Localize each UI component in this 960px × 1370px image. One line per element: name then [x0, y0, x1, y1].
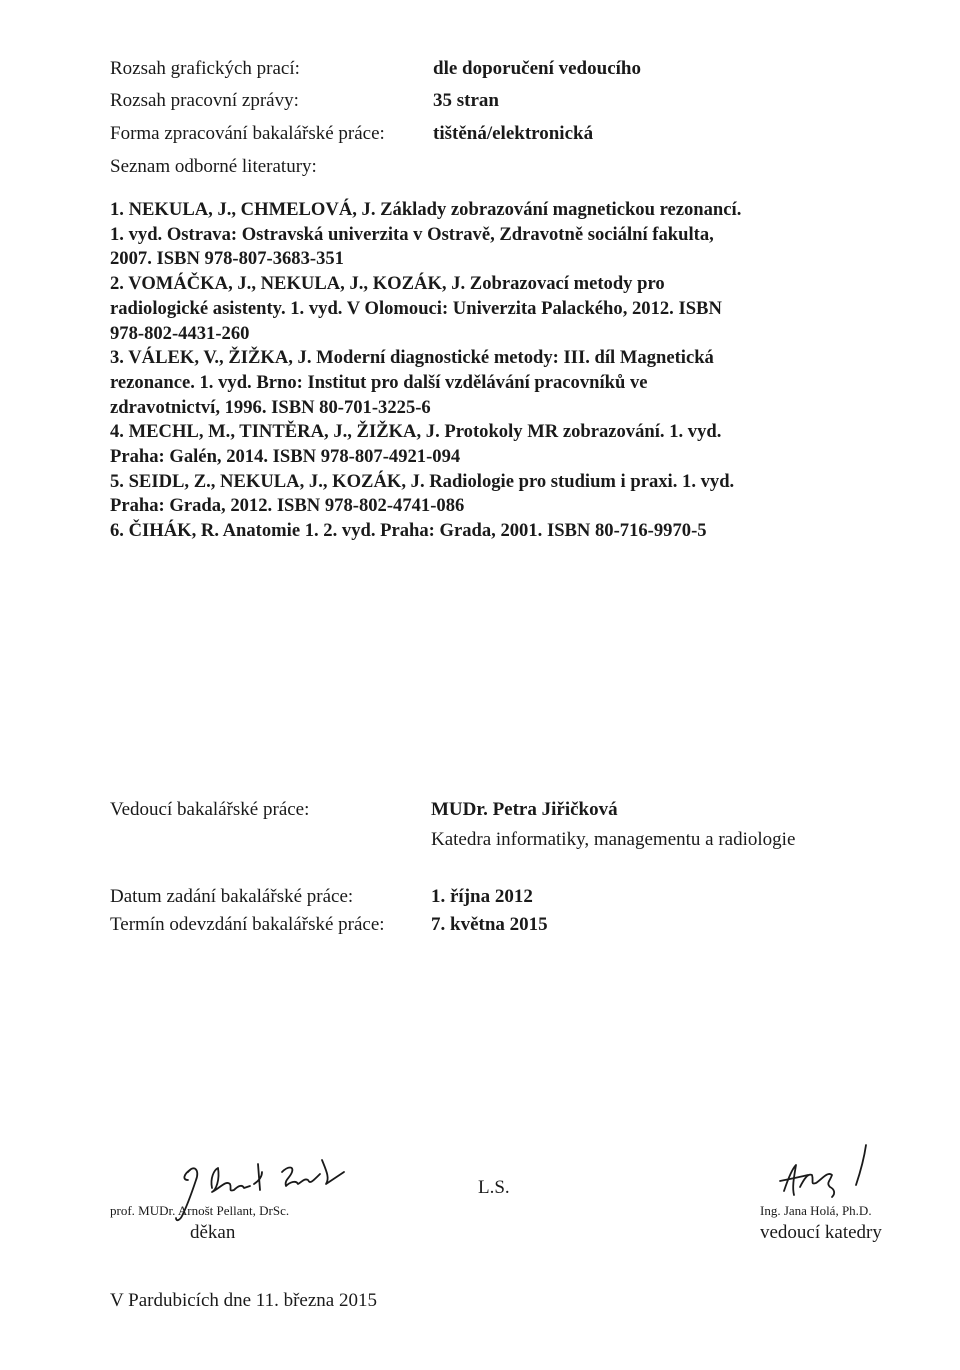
reference-line: 6. ČIHÁK, R. Anatomie 1. 2. vyd. Praha: Grada, 2001. ISBN 80-716-9970-5: [110, 520, 707, 542]
reference-list: [110, 198, 910, 544]
reference-line: 5. SEIDL, Z., NEKULA, J., KOZÁK, J. Radiologie pro studium i praxi. 1. vyd.: [110, 470, 735, 492]
reference-line: 2007. ISBN 978-807-3683-351: [110, 248, 344, 270]
supervisor-label: Vedoucí bakalářské práce:: [110, 799, 310, 820]
dean-name: prof. MUDr. Arnošt Pellant, DrSc.: [110, 1203, 290, 1218]
place-date: V Pardubicích dne 11. března 2015: [110, 1290, 377, 1311]
assignment-date-value: 1. října 2012: [431, 886, 533, 907]
reference-line: 4. MECHL, M., TINTĚRA, J., ŽIŽKA, J. Protokoly MR zobrazování. 1. vyd.: [110, 421, 722, 443]
info-label-graphics: Rozsah grafických prací:: [110, 58, 300, 79]
head-role: vedoucí katedry: [760, 1222, 882, 1243]
reference-line: 978-802-4431-260: [110, 322, 250, 344]
seal-label: L.S.: [478, 1177, 510, 1198]
info-label-form: Forma zpracování bakalářské práce:: [110, 123, 385, 144]
supervisor-name: MUDr. Petra Jiřičková: [431, 799, 618, 820]
reference-line: radiologické asistenty. 1. vyd. V Olomouci: Univerzita Palackého, 2012. ISBN: [110, 297, 722, 319]
info-label-report: Rozsah pracovní zprávy:: [110, 90, 299, 111]
submission-date-label: Termín odevzdání bakalářské práce:: [110, 914, 385, 935]
info-value-form: tištěná/elektronická: [433, 123, 594, 144]
reference-line: rezonance. 1. vyd. Brno: Institut pro další vzdělávání pracovníků ve: [110, 371, 648, 393]
reference-line: zdravotnictví, 1996. ISBN 80-701-3225-6: [110, 396, 431, 418]
reference-line: 2. VOMÁČKA, J., NEKULA, J., KOZÁK, J. Zobrazovací metody pro: [110, 273, 665, 295]
submission-date-value: 7. května 2015: [431, 914, 548, 935]
reference-line: Praha: Galén, 2014. ISBN 978-807-4921-094: [110, 446, 461, 468]
head-handwritten-signature: [770, 1135, 900, 1205]
dean-role: děkan: [190, 1222, 236, 1243]
literature-label: Seznam odborné literatury:: [110, 156, 317, 177]
info-value-graphics: dle doporučení vedoucího: [433, 58, 641, 79]
reference-line: Praha: Grada, 2012. ISBN 978-802-4741-086: [110, 495, 465, 517]
reference-line: 3. VÁLEK, V., ŽIŽKA, J. Moderní diagnostické metody: III. díl Magnetická: [110, 347, 714, 369]
reference-line: 1. NEKULA, J., CHMELOVÁ, J. Základy zobrazování magnetickou rezonancí.: [110, 199, 742, 220]
supervisor-department: Katedra informatiky, managementu a radiologie: [431, 829, 796, 850]
info-value-report: 35 stran: [433, 90, 499, 111]
reference-line: 1. vyd. Ostrava: Ostravská univerzita v Ostravě, Zdravotně sociální fakulta,: [110, 223, 714, 245]
assignment-date-label: Datum zadání bakalářské práce:: [110, 886, 354, 907]
head-name: Ing. Jana Holá, Ph.D.: [760, 1203, 872, 1218]
